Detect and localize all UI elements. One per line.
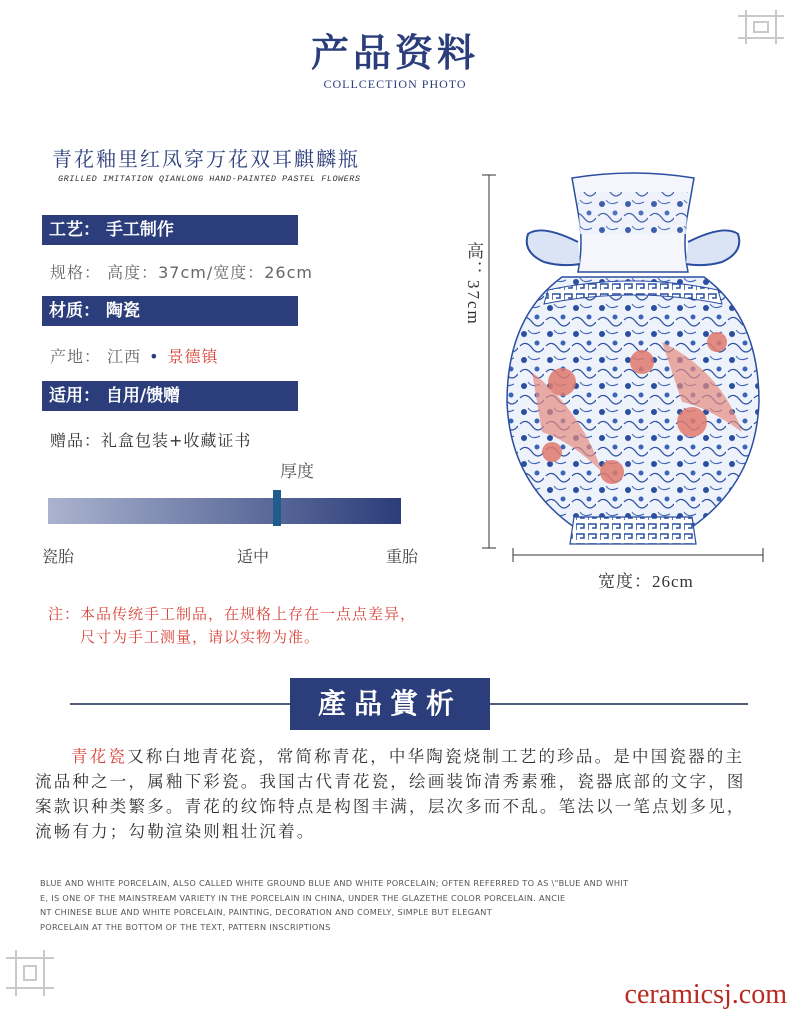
section-title: 產品賞析 bbox=[290, 678, 490, 730]
description-body: 又称白地青花瓷，常简称青花，中华陶瓷烧制工艺的珍品。是中国瓷器的主流品种之一，属釉下彩瓷。我国古代青花瓷，绘画装饰清秀素雅，瓷器底部的文字，图案款识种类繁多。青花的纹饰特点是构图丰满，层次多而不乱。笔法以一笔点划多见，流畅有力；勾勒渲染则粗壮沉着。 bbox=[35, 747, 746, 841]
thickness-bar bbox=[48, 498, 401, 524]
gift-line: 赠品：礼盒包装+收藏证书 bbox=[50, 431, 252, 450]
thickness-middle-label: 适中 bbox=[237, 547, 270, 566]
craft-bar: 工艺： 手工制作 bbox=[42, 215, 298, 245]
thickness-marker bbox=[273, 490, 281, 526]
origin-line bbox=[50, 344, 219, 367]
description-en-line: BLUE AND WHITE PORCELAIN, ALSO CALLED WHITE GROUND BLUE AND WHITE PORCELAIN; OFTEN REFERRED TO AS \"BLUE AND WHIT bbox=[40, 878, 629, 888]
size-line: 规格： 高度：37cm/宽度：26cm bbox=[50, 263, 313, 282]
description-en bbox=[40, 876, 690, 934]
material-bar: 材质： 陶瓷 bbox=[42, 296, 298, 326]
note-line-2: 尺寸为手工测量，请以实物为准。 bbox=[80, 628, 321, 646]
use-bar: 适用： 自用/馈赠 bbox=[42, 381, 298, 411]
page-title: 产品资料 bbox=[310, 30, 479, 75]
description-paragraph bbox=[35, 744, 755, 844]
description-lead: 青花瓷 bbox=[71, 747, 128, 766]
description-en-line: PORCELAIN AT THE BOTTOM OF THE TEXT, PATTERN INSCRIPTIONS bbox=[40, 921, 331, 932]
section-divider-left bbox=[70, 703, 290, 705]
thickness-label: 厚度 bbox=[280, 462, 314, 482]
width-dimension: 宽度：26cm bbox=[598, 572, 694, 591]
vase-image bbox=[492, 172, 774, 552]
origin-label: 产地： 江西 bbox=[50, 347, 142, 366]
page-subtitle: COLLCECTION PHOTO bbox=[323, 77, 467, 91]
description-en-line: E, IS ONE OF THE MAINSTREAM VARIETY IN THE PORCELAIN IN CHINA, UNDER THE GLAZETHE COLOR PORCELAIN. ANCIE bbox=[40, 892, 566, 903]
corner-ornament-bottom-left bbox=[4, 948, 56, 998]
section-divider-right bbox=[490, 703, 748, 705]
watermark: ceramicsj.com bbox=[624, 979, 787, 1010]
product-name: 青花釉里红凤穿万花双耳麒麟瓶 bbox=[52, 147, 360, 171]
origin-dot: • bbox=[149, 347, 160, 366]
note-line-1: 注：本品传统手工制品，在规格上存在一点点差异， bbox=[48, 605, 417, 623]
height-dimension: 高：37cm bbox=[464, 242, 483, 326]
thickness-right-label: 重胎 bbox=[386, 547, 419, 566]
origin-city: 景德镇 bbox=[167, 347, 219, 366]
thickness-left-label: 瓷胎 bbox=[42, 547, 75, 566]
product-name-en: GRILLED IMITATION QIANLONG HAND-PAINTED PASTEL FLOWERS bbox=[58, 174, 361, 184]
description-en-line: NT CHINESE BLUE AND WHITE PORCELAIN, PAINTING, DECORATION AND COMELY, SIMPLE BUT ELEGANT bbox=[40, 907, 492, 917]
